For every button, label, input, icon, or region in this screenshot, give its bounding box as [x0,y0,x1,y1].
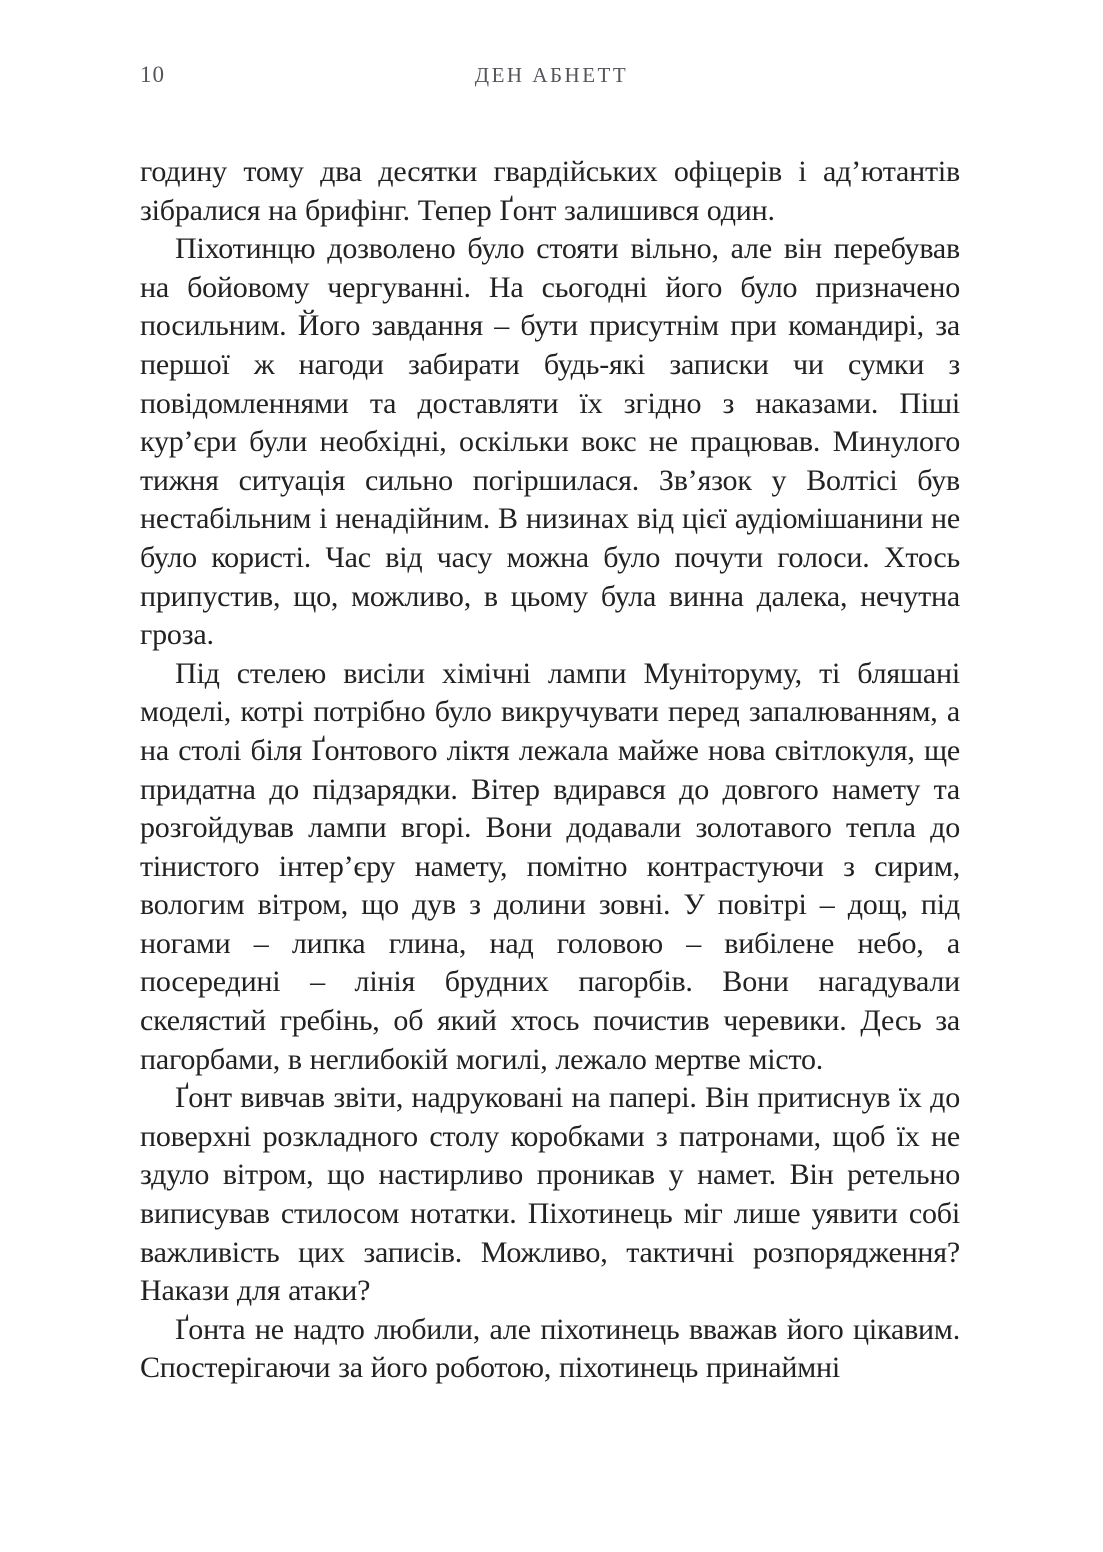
page-number: 10 [140,62,165,87]
running-head: ДЕН АБНЕТТ [474,63,629,87]
paragraph: Піхотинцю дозволено було стояти вільно, але він перебував на бойовому чергуванні. На сьогодні його було призначено посильним. Його завдання – бути присутнім при командирі, за першої ж нагоди забирати будь-які записки чи сумки з повідомленнями та доставляти їх згідно з наказами. Піші кур’єри були необхідні, оскільки вокс не працював. Минулого тижня ситуація сильно погіршилася. Зв’язок у Волтісі був нестабільним і ненадійним. В низинах від цієї аудіомішанини не було користі. Час від часу можна було почути голоси. Хтось припустив, що, можливо, в цьому була винна далека, нечутна гроза. [140,232,960,652]
page-header [0,62,1103,92]
paragraph: годину тому два десятки гвардійських офіцерів і ад’ютантів зібралися на брифінг. Тепер Ґонт залишився один. [140,155,960,227]
paragraph: Ґонт вивчав звіти, надруковані на папері. Він притиснув їх до поверхні розкладного столу коробками з патронами, щоб їх не здуло вітром, що настирливо проникав у намет. Він ретельно виписував стилосом нотатки. Піхотинець міг лише уявити собі важливість цих записів. Можливо, тактичні розпорядження? Накази для атаки? [140,1081,960,1308]
text-block [140,153,960,1388]
paragraph: Ґонта не надто любили, але піхотинець вважав його цікавим. Спостерігаючи за його роботою, піхотинець принаймні [140,1312,960,1385]
paragraph: Під стелею висіли хімічні лампи Муніторуму, ті бляшані моделі, котрі потрібно було викручувати перед запалюванням, а на столі біля Ґонтового ліктя лежала майже нова світлокуля, ще придатна до підзарядки. Вітер вдирався до довгого намету та розгойдував лампи вгорі. Вони додавали золотавого тепла до тінистого інтер’єру намету, помітно контрастуючи з сирим, вологим вітром, що дув з долини зовні. У повітрі – дощ, під ногами – липка глина, над головою – вибілене небо, а посередині – лінія брудних пагорбів. Вони нагадували скелястий гребінь, об який хтось почистив черевики. Десь за пагорбами, в неглибокій могилі, лежало мертве місто. [140,656,960,1076]
